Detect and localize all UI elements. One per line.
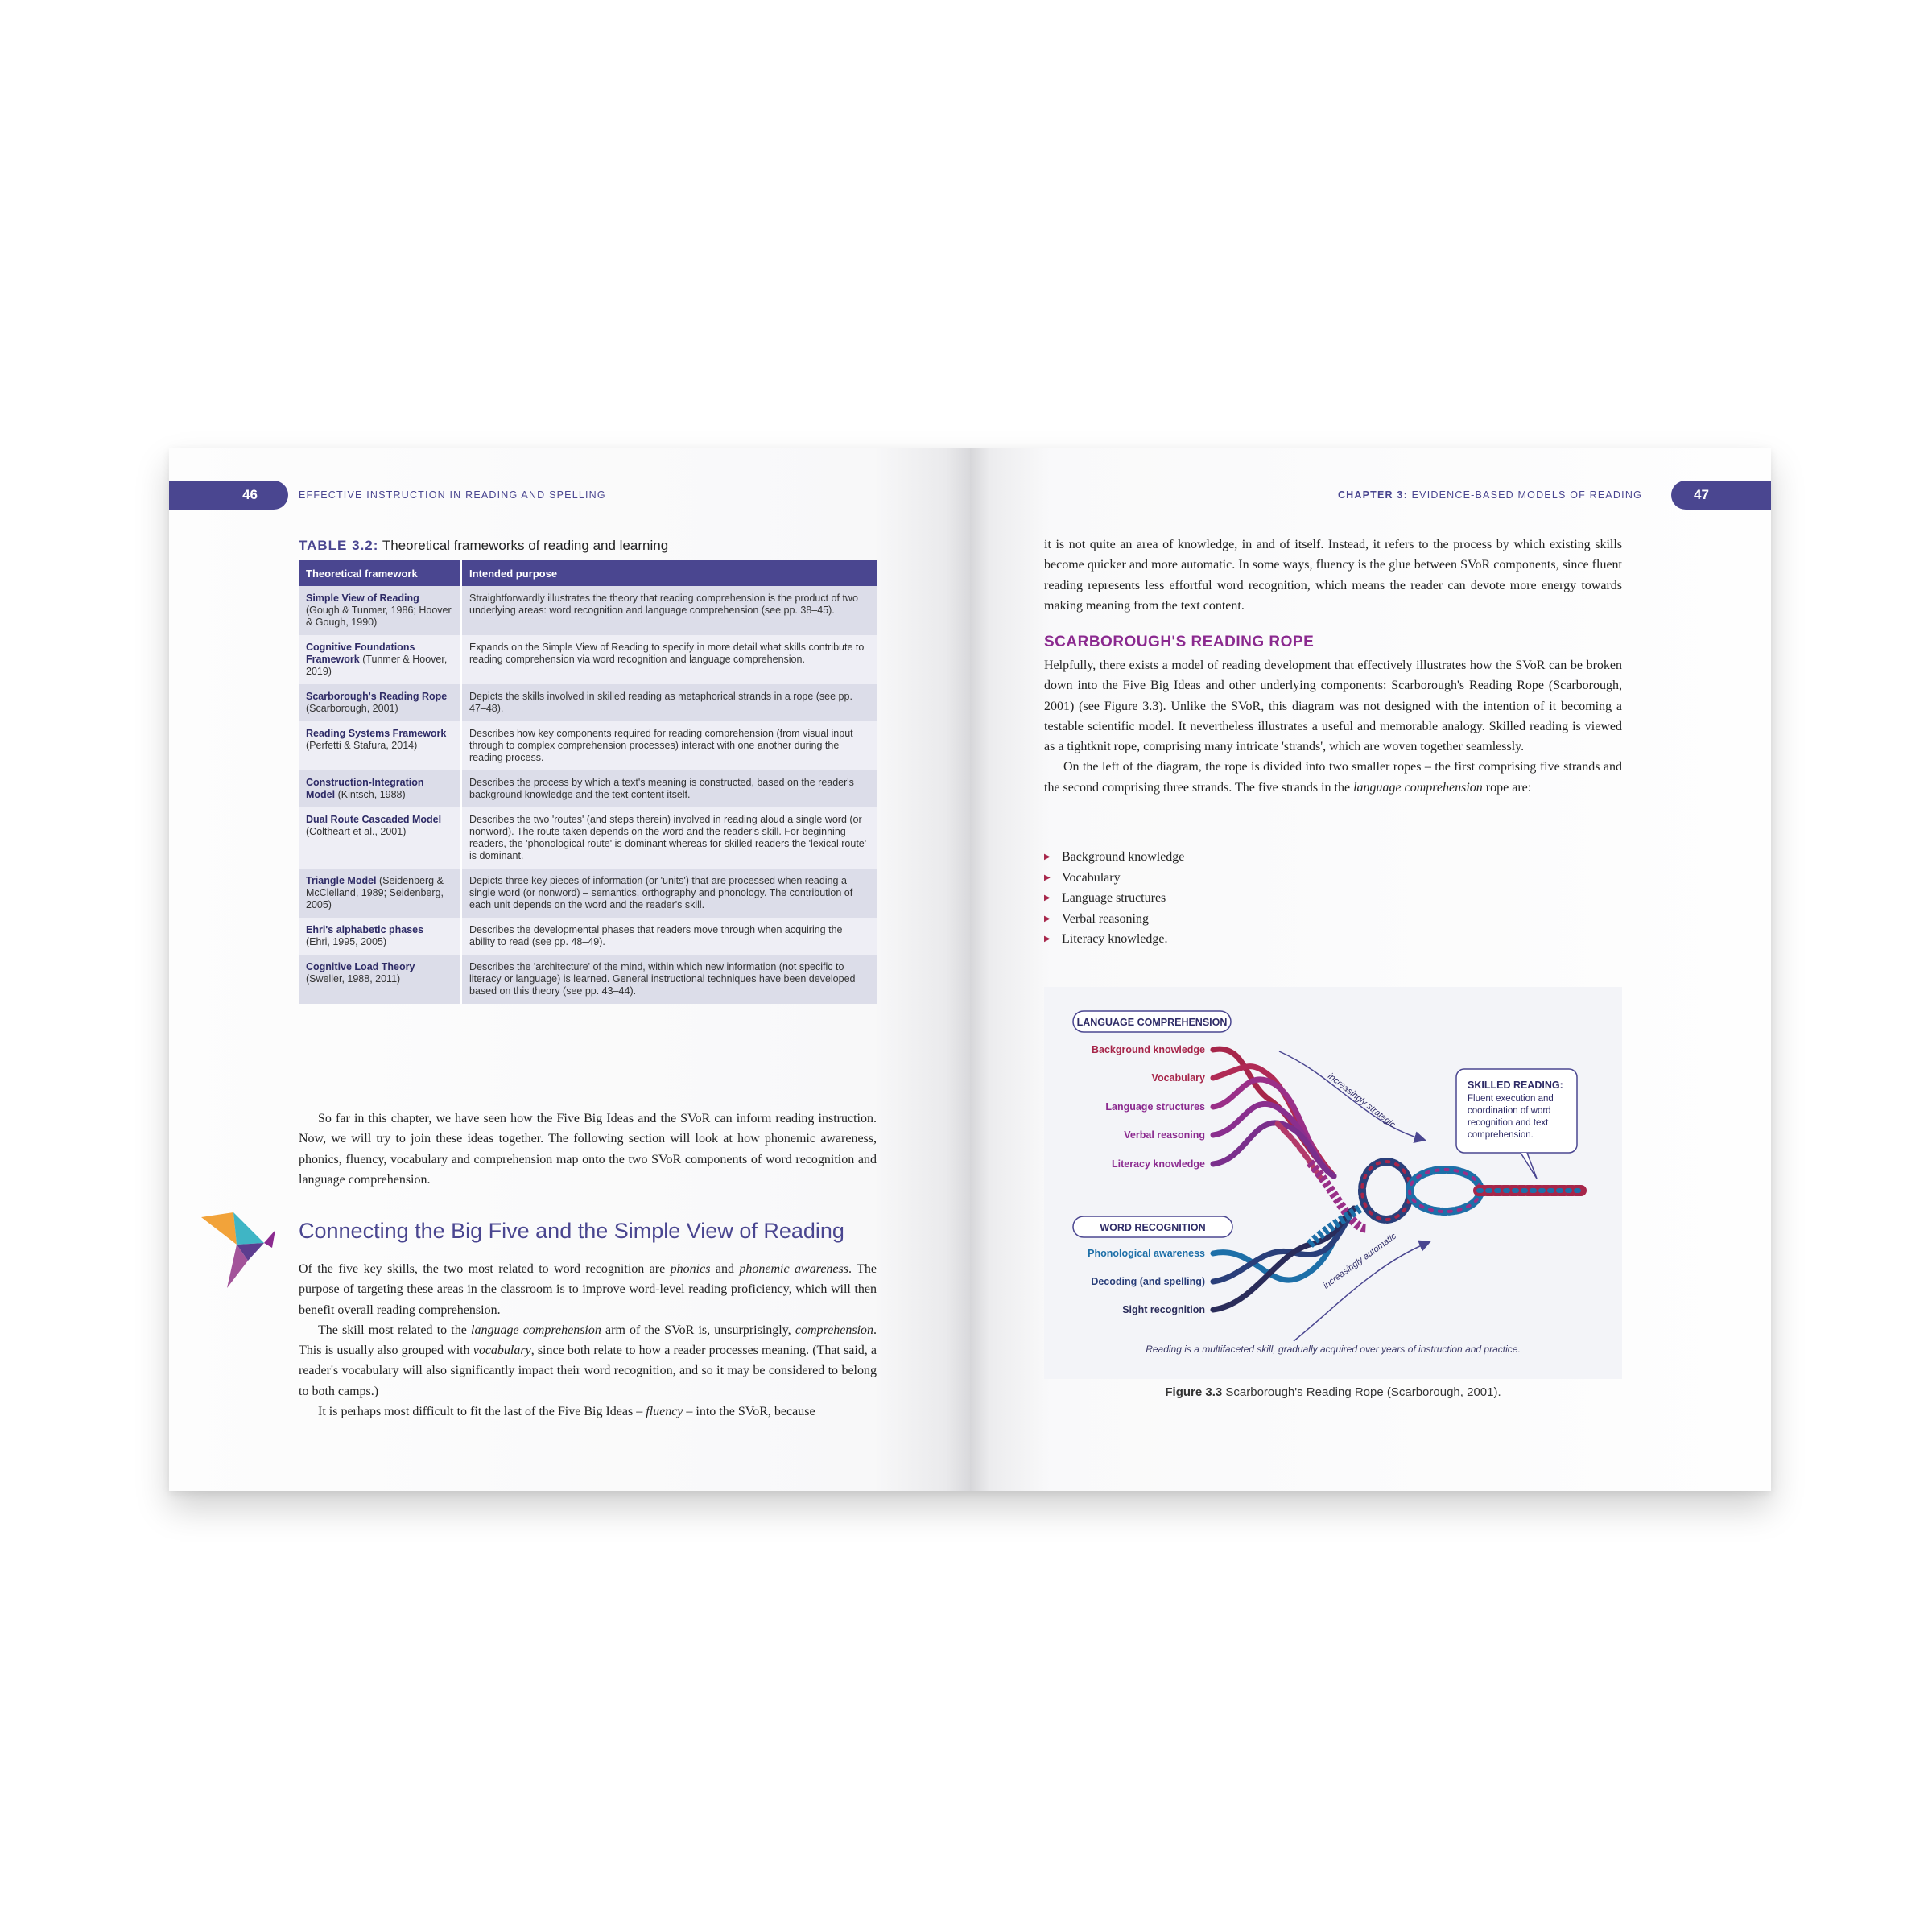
table-title [299, 538, 668, 554]
framework-cite: (Perfetti & Stafura, 2014) [306, 740, 418, 751]
list-item: ▶ Vocabulary [1044, 868, 1184, 889]
table-header-purpose: Intended purpose [461, 560, 877, 586]
book-spread [169, 448, 1771, 1491]
reading-rope-diagram [1044, 987, 1622, 1379]
section-heading: Connecting the Big Five and the Simple View of Reading [299, 1219, 844, 1243]
framework-name: Ehri's alphabetic phases [306, 924, 424, 935]
running-head: EFFECTIVE INSTRUCTION IN READING AND SPELLING [299, 489, 606, 501]
section-heading: SCARBOROUGH'S READING ROPE [1044, 634, 1315, 650]
reading-rope-figure [1044, 987, 1622, 1379]
skilled-body-line: coordination of word [1468, 1106, 1551, 1116]
framework-purpose: Depicts the skills involved in skilled reading as metaphorical strands in a rope (see pp. 47–48). [461, 684, 877, 721]
strategic-label: increasingly strategic [1326, 1071, 1397, 1130]
body-text-block [299, 1259, 877, 1422]
paragraph: Of the five key skills, the two most related to word recognition are phonics and phonemic awareness. The purpose of targeting these areas in the classroom is to improve word-level reading proficiency, which will then benefit overall reading comprehension. [299, 1262, 877, 1317]
body-text-block [1044, 535, 1622, 616]
paragraph: It is perhaps most difficult to fit the last of the Five Big Ideas – fluency – into the SVoR, because [318, 1405, 815, 1419]
framework-name: Dual Route Cascaded Model [306, 814, 442, 825]
framework-purpose: Describes how key components required for reading comprehension (from visual input through to complex comprehension processes) interact with one another during the reading process. [461, 721, 877, 770]
lc-strands [1213, 1049, 1334, 1180]
table-label: TABLE 3.2: [299, 538, 379, 553]
framework-purpose: Straightforwardly illustrates the theory that reading comprehension is the product of two underlying areas: word recognition and language comprehension (see pp. 38–45). [461, 586, 877, 635]
framework-purpose: Describes the two 'routes' (and steps therein) involved in reading aloud a single word (or nonword). The route taken depends on the word and the reader's skill. For beginning readers, the 'phonological route' is dominant whereas for skilled readers the 'lexical route' is dominant. [461, 807, 877, 869]
framework-cite: (Kintsch, 1988) [337, 789, 406, 800]
list-item: ▶ Verbal reasoning [1044, 909, 1184, 930]
framework-cite: (Tunmer & Hoover, 2019) [306, 654, 448, 677]
strand-label-reasoning: Verbal reasoning [1124, 1129, 1205, 1141]
table-row [299, 635, 877, 684]
framework-cite: (Seidenberg & McClelland, 1989; Seidenberg, 2005) [306, 875, 444, 910]
framework-cite: (Scarborough, 2001) [306, 703, 398, 714]
paragraph-so-far: So far in this chapter, we have seen how the Five Big Ideas and the SVoR can inform reading instruction. Now, we will try to join these ideas together. The following section will look at how phonemic awareness, phonics, fluency, vocabulary and comprehension map onto the two SVoR components of word recognition and language comprehension. [299, 1112, 877, 1187]
strand-label-vocabulary: Vocabulary [1151, 1072, 1205, 1084]
framework-name: Triangle Model [306, 875, 377, 886]
strand-label-decoding: Decoding (and spelling) [1091, 1276, 1205, 1287]
framework-purpose: Describes the developmental phases that readers move through when acquiring the ability to read (see pp. 48–49). [461, 918, 877, 955]
framework-name: Scarborough's Reading Rope [306, 691, 448, 702]
framework-cite: (Sweller, 1988, 2011) [306, 973, 401, 985]
skilled-body-line: Fluent execution and [1468, 1094, 1554, 1104]
paragraph: On the left of the diagram, the rope is divided into two smaller ropes – the first comprising five strands and the second comprising three strands. The five strands in the language comprehension rope are: [1044, 760, 1622, 795]
table-row [299, 869, 877, 918]
running-head: CHAPTER 3: EVIDENCE-BASED MODELS OF READING [1337, 489, 1642, 501]
page-number-tab: 46 [169, 481, 288, 510]
framework-name: Reading Systems Framework [306, 728, 447, 739]
skilled-body-line: recognition and text [1468, 1118, 1549, 1128]
table-row [299, 586, 877, 635]
strand-label-sight: Sight recognition [1122, 1304, 1205, 1315]
framework-purpose: Describes the 'architecture' of the mind, within which new information (not specific to literacy or language) is learned. General instructional techniques have been developed based on this theory (see pp. 43–44). [461, 955, 877, 1004]
table-caption: Theoretical frameworks of reading and learning [382, 538, 669, 553]
left-page [169, 448, 970, 1491]
framework-purpose: Depicts three key pieces of information (or 'units') that are processed when reading a single word (or nonword) – semantics, orthography and phonology. The contribution of each unit depends on the word and the reader's skill. [461, 869, 877, 918]
framework-purpose: Expands on the Simple View of Reading to specify in more detail what skills contribute to reading comprehension via word recognition and language comprehension. [461, 635, 877, 684]
right-page [970, 448, 1771, 1491]
figure-caption: Figure 3.3 Scarborough's Reading Rope (Scarborough, 2001). [1165, 1385, 1501, 1399]
paragraph: The skill most related to the language comprehension arm of the SVoR is, unsurprisingly, comprehension. This is usually also grouped with vocabulary, since both relate to how a reader processes meaning. (That said, a reader's vocabulary will also significantly impact their word recognition, and so it may be considered to belong to both camps.) [299, 1323, 877, 1398]
list-item: ▶ Language structures [1044, 888, 1184, 909]
bird-icon [201, 1211, 275, 1288]
framework-name: Cognitive Load Theory [306, 961, 415, 972]
page-number-tab: 47 [1671, 481, 1771, 510]
table-row [299, 770, 877, 807]
framework-purpose: Describes the process by which a text's meaning is constructed, based on the reader's background knowledge and the text content itself. [461, 770, 877, 807]
lc-box-label: LANGUAGE COMPREHENSION [1076, 1017, 1228, 1028]
table-header-framework: Theoretical framework [299, 560, 461, 586]
frameworks-table [299, 560, 877, 1004]
skilled-rope [1362, 1162, 1582, 1220]
strand-label-phonological: Phonological awareness [1088, 1248, 1205, 1259]
body-text-block [299, 1108, 877, 1190]
framework-name: Construction-Integration Model [306, 777, 424, 800]
paragraph: Helpfully, there exists a model of reading development that effectively illustrates how the SVoR can be broken down into the Five Big Ideas and other underlying components: Scarborough's Reading Rope (Scarborough, 2001) (see Figure 3.3). Unlike the SVoR, this diagram was not designed with the intention of it becoming a testable scientific model. It nevertheless illustrates a useful and memorable analogy. Skilled reading is viewed as a tightknit rope, comprising many intricate 'strands', which are woven together seamlessly. [1044, 658, 1622, 754]
table-row [299, 918, 877, 955]
framework-cite: (Ehri, 1995, 2005) [306, 936, 387, 947]
table-row [299, 721, 877, 770]
strand-label-background: Background knowledge [1092, 1044, 1205, 1055]
figure-subcaption: Reading is a multifaceted skill, gradually acquired over years of instruction and practice. [1146, 1344, 1521, 1355]
framework-name: Cognitive Foundations Framework [306, 642, 415, 665]
framework-cite: (Coltheart et al., 2001) [306, 826, 407, 837]
skilled-body-line: comprehension. [1468, 1130, 1534, 1140]
table-row [299, 955, 877, 1004]
automatic-label: increasingly automatic [1321, 1231, 1398, 1291]
strand-label-literacy: Literacy knowledge [1111, 1158, 1205, 1170]
wr-strands [1213, 1208, 1354, 1310]
framework-name: Simple View of Reading [306, 592, 419, 604]
table-row [299, 807, 877, 869]
table-row [299, 684, 877, 721]
framework-cite: (Gough & Tunmer, 1986; Hoover & Gough, 1990) [306, 605, 452, 628]
list-item: ▶ Literacy knowledge. [1044, 929, 1184, 950]
strand-label-structures: Language structures [1105, 1101, 1205, 1113]
paragraph-continued: it is not quite an area of knowledge, in and of itself. Instead, it refers to the process by which existing skills become quicker and more automatic. In some ways, fluency is the glue between SVoR components, since fluent reading represents less effortful word recognition, which means the reader can devote more energy towards making meaning from the text content. [1044, 538, 1622, 613]
skilled-title: SKILLED READING: [1468, 1080, 1563, 1091]
body-text-block [1044, 655, 1622, 798]
list-item: ▶ Background knowledge [1044, 847, 1184, 868]
strand-list [1044, 847, 1184, 950]
wr-box-label: WORD RECOGNITION [1100, 1222, 1206, 1233]
